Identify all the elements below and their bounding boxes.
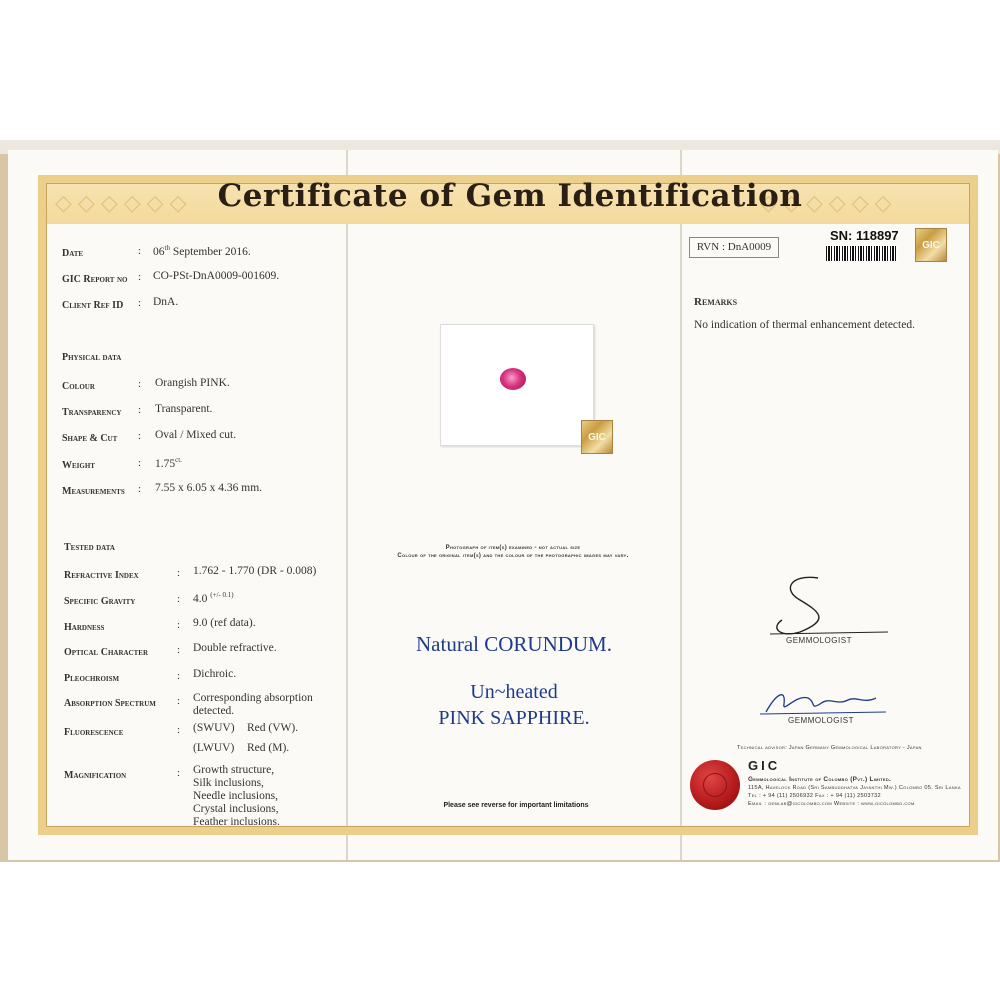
specific-gravity-value: 4.0 $^{(+/- 0.1)}$	[193, 591, 234, 605]
colon: :	[177, 567, 181, 579]
serial-number: SN: 118897	[830, 228, 899, 243]
shape-cut-label: Shape & Cut	[62, 433, 118, 444]
colon: :	[177, 593, 181, 605]
barcode	[826, 246, 898, 261]
date-label: Date	[62, 248, 84, 259]
hardness-label: Hardness	[64, 622, 105, 633]
tested-data-heading: Tested data	[64, 542, 115, 553]
lab-address: 115A, Havelock Road (Sri Sambuddhatva Jayanthi Mw.) Colombo 05. Sri Lanka	[748, 785, 961, 791]
weight-value: $1.75^{ct.}$	[155, 456, 182, 470]
colour-label: Colour	[62, 381, 95, 392]
colon: :	[177, 670, 181, 682]
lab-name: Gemmological Institute of Colombo (Pvt.) Limited.	[748, 776, 892, 783]
colon: :	[138, 245, 142, 257]
lab-abbrev: GIC	[748, 758, 781, 773]
pleochroism-label: Pleochroism	[64, 673, 120, 684]
colon: :	[177, 644, 181, 656]
magnification-label: Magnification	[64, 770, 127, 781]
photo-caption-line2: Colour of the original item(s) and the colour of the photographic images may vary.	[397, 553, 629, 559]
photo-caption-line1: Photograph of item(s) examined - not actual size	[445, 545, 581, 551]
remarks-text: No indication of thermal enhancement detected.	[694, 319, 915, 331]
diamond-pattern-right: ◇◇◇◇◇◇	[760, 190, 898, 215]
gem-treatment: Un~heated	[470, 681, 558, 703]
magnification-line: Needle inclusions,	[193, 790, 278, 802]
lab-email: Email : gemlab@gicolombo.com Website : www.gicolombo.com	[748, 801, 915, 807]
wax-seal-emblem	[703, 773, 727, 797]
certificate-title: Certificate of Gem Identification	[217, 178, 803, 214]
hologram-sticker: GIC	[581, 420, 613, 454]
colon: :	[138, 483, 142, 495]
colon: :	[177, 695, 181, 707]
hologram-sticker: GIC	[915, 228, 947, 262]
client-ref-label: Client Ref ID	[62, 300, 124, 311]
colon: :	[138, 457, 142, 469]
transparency-value: Transparent.	[155, 403, 213, 415]
magnification-line: Feather inclusions.	[193, 816, 280, 828]
gem-variety: PINK SAPPHIRE.	[438, 707, 590, 729]
absorption-value-line1: Corresponding absorption	[193, 692, 313, 704]
measurements-label: Measurements	[62, 486, 125, 497]
colon: :	[138, 378, 142, 390]
signature-1	[760, 572, 890, 642]
magnification-line: Crystal inclusions,	[193, 803, 279, 815]
limitations-note: Please see reverse for important limitations	[443, 802, 589, 809]
technical-advisor: Technical advisor: Japan Germany Gemmological Laboratory - Japan	[737, 745, 922, 751]
rvn-box: RVN : DnA0009	[689, 237, 779, 258]
pleochroism-value: Dichroic.	[193, 668, 237, 680]
physical-data-heading: Physical data	[62, 352, 122, 363]
gem-species: Natural CORUNDUM.	[416, 632, 612, 656]
measurements-value: 7.55 x 6.05 x 4.36 mm.	[155, 482, 263, 494]
lab-phone: Tel : + 94 (11) 2506932 Fax : + 94 (11) 2503732	[748, 793, 881, 799]
client-ref-value: DnA.	[153, 296, 179, 308]
colon: :	[138, 404, 142, 416]
specific-gravity-label: Specific Gravity	[64, 596, 136, 607]
fluorescence-lwuv-value: Red (M).	[247, 742, 290, 754]
remarks-heading: Remarks	[694, 296, 738, 308]
colon: :	[138, 430, 142, 442]
hardness-value: 9.0 (ref data).	[193, 617, 256, 629]
refractive-index-label: Refractive Index	[64, 570, 139, 581]
colour-value: Orangish PINK.	[155, 377, 230, 389]
shape-cut-value: Oval / Mixed cut.	[155, 429, 237, 441]
colon: :	[177, 619, 181, 631]
absorption-value-line2: detected.	[193, 705, 235, 717]
optical-character-label: Optical Character	[64, 647, 149, 658]
absorption-label: Absorption Spectrum	[64, 698, 156, 709]
report-no-value: CO-PSt-DnA0009-001609.	[153, 270, 280, 282]
fluorescence-swuv-key: (SWUV)	[193, 722, 235, 734]
refractive-index-value: 1.762 - 1.770 (DR - 0.008)	[193, 565, 317, 577]
weight-label: Weight	[62, 460, 95, 471]
magnification-line: Silk inclusions,	[193, 777, 264, 789]
date-value: 06th September 2016.	[153, 244, 251, 258]
report-no-label: GIC Report no	[62, 274, 128, 285]
colon: :	[138, 297, 142, 309]
fluorescence-swuv-value: Red (VW).	[247, 722, 299, 734]
fluorescence-lwuv-key: (LWUV)	[193, 742, 235, 754]
optical-character-value: Double refractive.	[193, 642, 277, 654]
colon: :	[138, 271, 142, 283]
pink-sapphire-image	[500, 368, 526, 390]
diamond-pattern-left: ◇◇◇◇◇◇	[55, 190, 193, 215]
gemmologist-label-1: GEMMOLOGIST	[786, 636, 852, 645]
transparency-label: Transparency	[62, 407, 122, 418]
colon: :	[177, 724, 181, 736]
fluorescence-label: Fluorescence	[64, 727, 124, 738]
magnification-line: Growth structure,	[193, 764, 275, 776]
colon: :	[177, 767, 181, 779]
gemmologist-label-2: GEMMOLOGIST	[788, 716, 854, 725]
signature-2	[756, 684, 896, 720]
